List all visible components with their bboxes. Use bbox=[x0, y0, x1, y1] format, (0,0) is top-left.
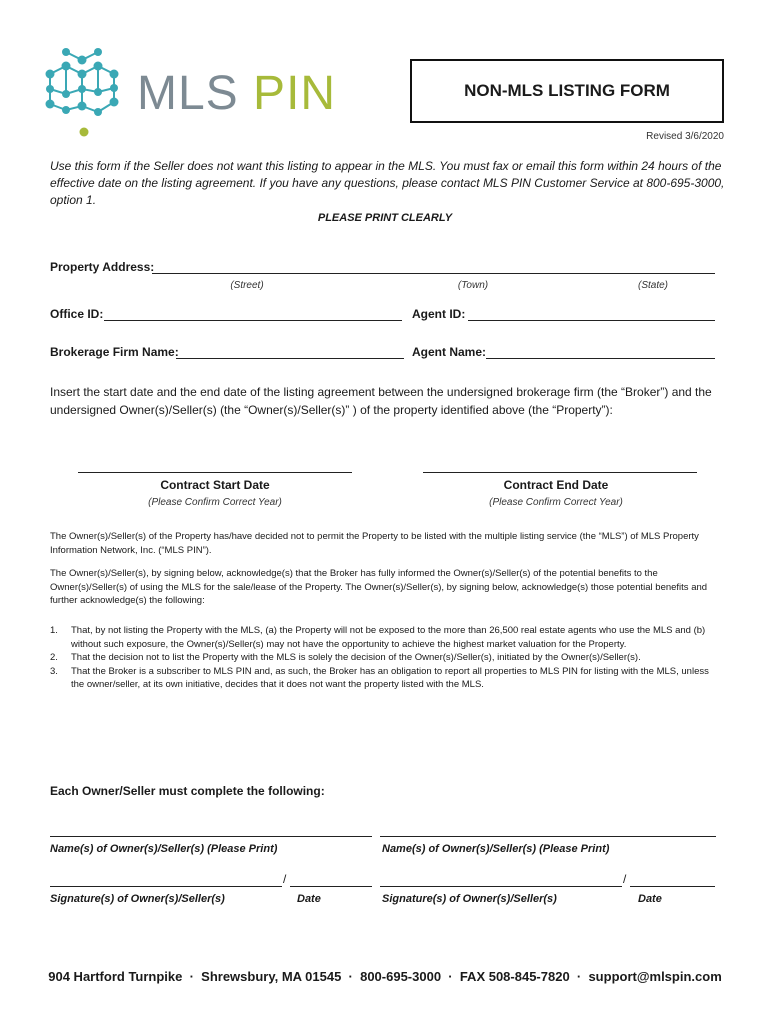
contract-start-date-label: Contract Start Date bbox=[160, 478, 270, 492]
brokerage-firm-field[interactable] bbox=[176, 346, 404, 359]
revised-date: Revised 3/6/2020 bbox=[646, 131, 724, 142]
decision-paragraph: The Owner(s)/Seller(s) of the Property has/have decided not to permit the Property to be listed with the multiple listing service (the “MLS”) of MLS Property Information Network, Inc. (“MLS PIN”). bbox=[50, 531, 699, 556]
signature-date-field-1[interactable] bbox=[290, 874, 372, 887]
owner-signature-field-1[interactable] bbox=[50, 874, 282, 887]
signature-date-separator: / bbox=[623, 872, 627, 886]
contract-end-date-label: Contract End Date bbox=[503, 478, 609, 492]
owner-name-label-2: Name(s) of Owner(s)/Seller(s) (Please Print) bbox=[382, 843, 610, 855]
office-id-field[interactable] bbox=[104, 308, 402, 321]
signatures-heading: Each Owner/Seller must complete the following: bbox=[50, 784, 325, 798]
start-date-confirm-note: (Please Confirm Correct Year) bbox=[148, 497, 282, 508]
agent-id-field[interactable] bbox=[468, 308, 715, 321]
owner-signature-label-1: Signature(s) of Owner(s)/Seller(s) bbox=[50, 893, 225, 905]
office-id-label: Office ID: bbox=[50, 307, 104, 321]
property-address-field[interactable] bbox=[152, 261, 715, 274]
contract-start-date-field[interactable] bbox=[78, 460, 352, 473]
date-instruction: Insert the start date and the end date of the listing agreement between the undersigned brokerage firm (the “Broker”) and the undersigned Owner(s)/Seller(s) (the “Owner(s)/Seller(s)” ) of the property identified above (the “Property”): bbox=[50, 385, 712, 417]
intro-text: Use this form if the Seller does not want this listing to appear in the MLS. You must fax or email this form within 24 hours of the effective date on the listing agreement. If you have any questions, please contact MLS PIN Customer Service at 800-695-3000, option 1. bbox=[50, 159, 725, 207]
logo-mark-icon bbox=[42, 44, 132, 140]
form-title: NON-MLS LISTING FORM bbox=[464, 81, 670, 100]
property-address-label: Property Address: bbox=[50, 260, 155, 274]
acknowledgement-list bbox=[50, 624, 712, 692]
brokerage-firm-label: Brokerage Firm Name: bbox=[50, 345, 179, 359]
street-caption: (Street) bbox=[230, 280, 264, 291]
owner-name-label-1: Name(s) of Owner(s)/Seller(s) (Please Print) bbox=[50, 843, 278, 855]
signature-date-field-2[interactable] bbox=[630, 874, 715, 887]
acknowledgement-paragraph: The Owner(s)/Seller(s), by signing below, acknowledge(s) that the Broker has fully informed the Owner(s)/Seller(s) of the potential benefits to the Owner(s)/Seller(s) of using the MLS for the sale/lease of the Property. The Owner(s)/Seller(s), by signing below, acknowledge(s) those potential benefits and further acknowledge(s) the following: bbox=[50, 568, 708, 606]
owner-signature-label-2: Signature(s) of Owner(s)/Seller(s) bbox=[382, 893, 557, 905]
owner-name-field-1[interactable] bbox=[50, 824, 372, 837]
list-item: 3. That the Broker is a subscriber to MLS PIN and, as such, the Broker has an obligation to report all properties to MLS PIN for listing with the MLS, unless the owner/seller, at its own initiative, decides that it does not want the property listed with the MLS. bbox=[50, 665, 709, 690]
agent-name-field[interactable] bbox=[486, 346, 715, 359]
list-item: 2. That the decision not to list the Property with the MLS is solely the decision of the Owner(s)/Seller(s), initiated by the Owner(s)/Seller(s). bbox=[50, 652, 641, 663]
print-clearly-note: PLEASE PRINT CLEARLY bbox=[317, 212, 453, 224]
mls-pin-logo bbox=[42, 44, 342, 140]
state-caption: (State) bbox=[637, 280, 668, 291]
contract-end-date-field[interactable] bbox=[423, 460, 697, 473]
signature-date-label-1: Date bbox=[297, 893, 321, 905]
signature-date-separator: / bbox=[283, 872, 287, 886]
list-item: 1. That, by not listing the Property with the MLS, (a) the Property will not be exposed to the more than 26,500 real estate agents who use the MLS and (b) without such exposure, the Owner(s)/Seller(s) may not have the opportunity to achieve the highest market valuation for the Property. bbox=[50, 625, 706, 650]
owner-signature-field-2[interactable] bbox=[380, 874, 622, 887]
signature-date-label-2: Date bbox=[638, 893, 662, 905]
agent-id-label: Agent ID: bbox=[412, 307, 466, 321]
end-date-confirm-note: (Please Confirm Correct Year) bbox=[489, 497, 623, 508]
agent-name-label: Agent Name: bbox=[412, 345, 487, 359]
logo-wordmark: MLS PIN bbox=[137, 67, 337, 120]
owner-name-field-2[interactable] bbox=[380, 824, 716, 837]
form-title-box bbox=[410, 59, 724, 123]
contact-footer: 904 Hartford Turnpike · Shrewsbury, MA 01545 · 800-695-3000 · FAX 508-845-7820 · support@mlspin.com bbox=[48, 969, 722, 984]
town-caption: (Town) bbox=[457, 280, 489, 291]
